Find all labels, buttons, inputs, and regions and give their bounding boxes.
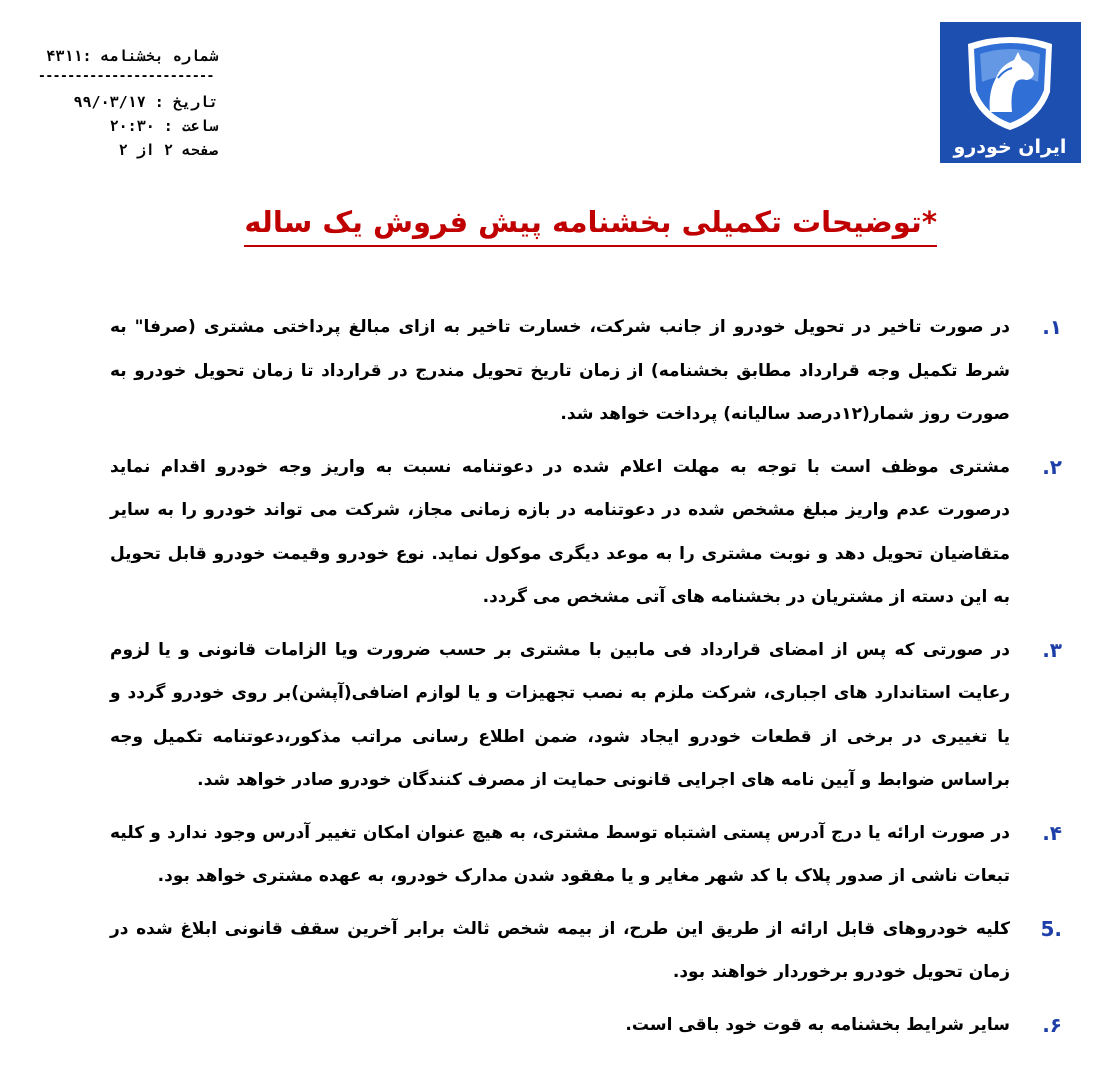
bulletin-number: شماره بخشنامه :۴۳۱۱ xyxy=(46,47,218,65)
list-item xyxy=(38,1004,1068,1048)
iran-khodro-logo xyxy=(940,22,1081,163)
page-title: *توضیحات تکمیلی بخشنامه پیش فروش یک ساله xyxy=(244,205,937,247)
list-item xyxy=(38,306,1068,437)
item-number: .۳ xyxy=(1042,637,1062,662)
bulletin-time: ساعت : ۲۰:۳۰ xyxy=(109,117,218,135)
item-text: در صورت تاخیر در تحویل خودرو از جانب شرکت، خسارت تاخیر به ازای مبالغ پرداختی مشتری (صرفا" به شرط تکمیل وجه قرارداد مطابق بخشنامه) از زمان تاریخ تحویل مندرج در قرارداد تا زمان تحویل خودرو به صورت روز شمار(۱۲درصد سالیانه) پرداخت خواهد شد. xyxy=(110,317,1010,424)
item-number: .۶ xyxy=(1042,1012,1062,1037)
list-item xyxy=(38,908,1068,995)
item-text: سایر شرایط بخشنامه به قوت خود باقی است. xyxy=(625,1014,1010,1035)
horse-emblem-icon xyxy=(940,22,1081,163)
item-text: در صورت ارائه یا درج آدرس پستی اشتباه توسط مشتری، به هیچ عنوان امکان تغییر آدرس وجود ندارد و کلیه تبعات ناشی از صدور پلاک با کد شهر مغایر و یا مفقود شدن مدارک خودرو، به عهده مشتری خواهد بود. xyxy=(110,822,1010,886)
bulletin-date: تاریخ : ۹۹/۰۳/۱۷ xyxy=(73,93,218,111)
header-separator: ------------------------ xyxy=(38,70,214,84)
item-number: 5. xyxy=(1040,916,1062,941)
item-text: کلیه خودروهای قابل ارائه از طریق این طرح، از بیمه شخص ثالث برابر آخرین سقف قانونی ابلاغ شده در زمان تحویل خودرو برخوردار خواهند بود. xyxy=(110,918,1010,982)
item-number: .۱ xyxy=(1042,315,1062,339)
item-number: .۴ xyxy=(1042,820,1062,845)
page-number: صفحه ۲ از ۲ xyxy=(118,141,218,159)
list-item xyxy=(38,629,1068,803)
logo-wordmark: ایران خودرو xyxy=(953,136,1067,158)
terms-list xyxy=(38,306,1068,1056)
list-item xyxy=(38,812,1068,899)
list-item xyxy=(38,446,1068,620)
item-text: مشتری موظف است با توجه به مهلت اعلام شده در دعوتنامه نسبت به واریز وجه خودرو اقدام نماید درصورت عدم واریز مبلغ مشخص شده در دعوتنامه در بازه زمانی مجاز، شرکت می تواند خودرو را به سایر متقاضیان تحویل دهد و نوبت مشتری را به موعد دیگری موکول نماید. نوع خودرو وقیمت خودرو قابل تحویل به این دسته از مشتریان در بخشنامه های آتی مشخص می گردد. xyxy=(110,456,1010,607)
bulletin-header xyxy=(38,44,218,162)
item-number: .۲ xyxy=(1042,454,1062,479)
item-text: در صورتی که پس از امضای قرارداد فی مابین با مشتری بر حسب ضرورت ویا الزامات قانونی و یا لزوم رعایت استاندارد های اجباری، شرکت ملزم به نصب تجهیزات و یا لوازم اضافی(آپشن)بر روی خودرو گردد و یا تغییری در برخی از قطعات خودرو ایجاد شود، ضمن اطلاع رسانی مراتب مذکور،دعوتنامه تکمیل وجه براساس ضوابط و آیین نامه های اجرایی قانونی حمایت از مصرف کنندگان خودرو صادر خواهد شد. xyxy=(110,639,1010,790)
